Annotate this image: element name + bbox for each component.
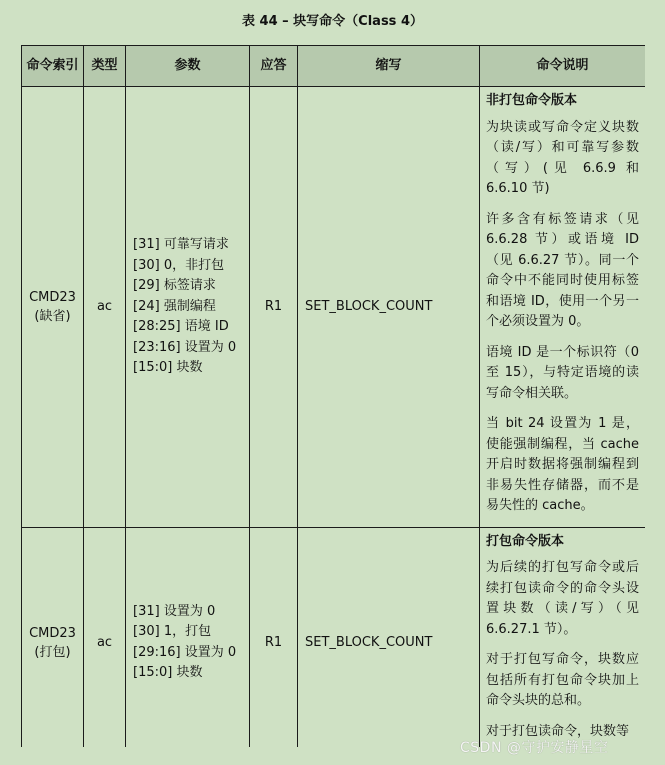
desc-paragraph: 为块读或写命令定义块数（读/写）和可靠写参数（写）(见 6.6.9 和 6.6.10 节): [486, 119, 639, 196]
header-desc: 命令说明: [480, 46, 646, 87]
param-line: [31] 可靠写请求: [133, 237, 229, 252]
cell-desc: [480, 527, 646, 747]
cell-type: ac: [84, 527, 126, 747]
cell-index: [22, 87, 84, 528]
header-resp: 应答: [250, 46, 298, 87]
desc-paragraph: 对于打包读命令，块数等: [486, 723, 630, 739]
table-title: 表 44 – 块写命令（Class 4）: [242, 14, 423, 29]
param-line: [31] 设置为 0: [133, 603, 216, 619]
desc-paragraph: 当 bit 24 设置为 1 是，使能强制编程，当 cache 开启时数据将强制编程到非易失性存储器，而不是易失性的 cache。: [486, 416, 639, 513]
header-row: [22, 46, 646, 87]
header-index: 命令索引: [22, 46, 84, 87]
header-type: 类型: [84, 46, 126, 87]
command-table: [21, 45, 645, 747]
cell-index: [22, 527, 84, 747]
header-abbr: 缩写: [298, 46, 480, 87]
cell-abbr: SET_BLOCK_COUNT: [298, 87, 480, 528]
table-row: [22, 87, 646, 528]
cell-params: [126, 527, 250, 747]
desc-title: 非打包命令版本: [486, 93, 578, 108]
desc-paragraph: 为后续的打包写命令或后续打包读命令的命令头设置块数（读/写）（见 6.6.27.1 节）。: [486, 560, 639, 637]
param-line: [29] 标签请求: [133, 278, 216, 293]
command-table-container: [21, 45, 645, 747]
param-line: [28:25] 语境 ID: [133, 319, 229, 334]
index-variant: (打包): [34, 644, 71, 660]
table-row: [22, 527, 646, 747]
cell-resp: R1: [250, 87, 298, 528]
param-line: [15:0] 块数: [133, 665, 203, 680]
cell-params: [126, 87, 250, 528]
desc-paragraph: 语境 ID 是一个标识符（0 至 15），与特定语境的读写命令相关联。: [486, 344, 639, 401]
cell-type: ac: [84, 87, 126, 528]
index-code: CMD23: [29, 289, 76, 305]
param-line: [30] 0，非打包: [133, 257, 225, 273]
desc-title: 打包命令版本: [486, 533, 565, 549]
param-line: [29:16] 设置为 0: [133, 644, 237, 660]
index-code: CMD23: [29, 625, 76, 641]
param-line: [23:16] 设置为 0: [133, 339, 237, 355]
cell-desc: [480, 87, 646, 528]
desc-paragraph: 许多含有标签请求（见 6.6.28 节）或语境 ID（见 6.6.27 节）。同一个命令中不能同时使用标签和语境 ID，使用一个另一个必须设置为 0。: [486, 211, 639, 329]
param-line: [30] 1，打包: [133, 624, 212, 639]
desc-paragraph: 对于打包写命令，块数应包括所有打包命令块加上命令头块的总和。: [486, 652, 639, 708]
param-line: [15:0] 块数: [133, 360, 203, 375]
index-variant: (缺省): [34, 308, 71, 324]
param-line: [24] 强制编程: [133, 298, 216, 314]
csdn-watermark: CSDN @守护安静星空: [460, 740, 609, 756]
header-param: 参数: [126, 46, 250, 87]
cell-abbr: SET_BLOCK_COUNT: [298, 527, 480, 747]
cell-resp: R1: [250, 527, 298, 747]
